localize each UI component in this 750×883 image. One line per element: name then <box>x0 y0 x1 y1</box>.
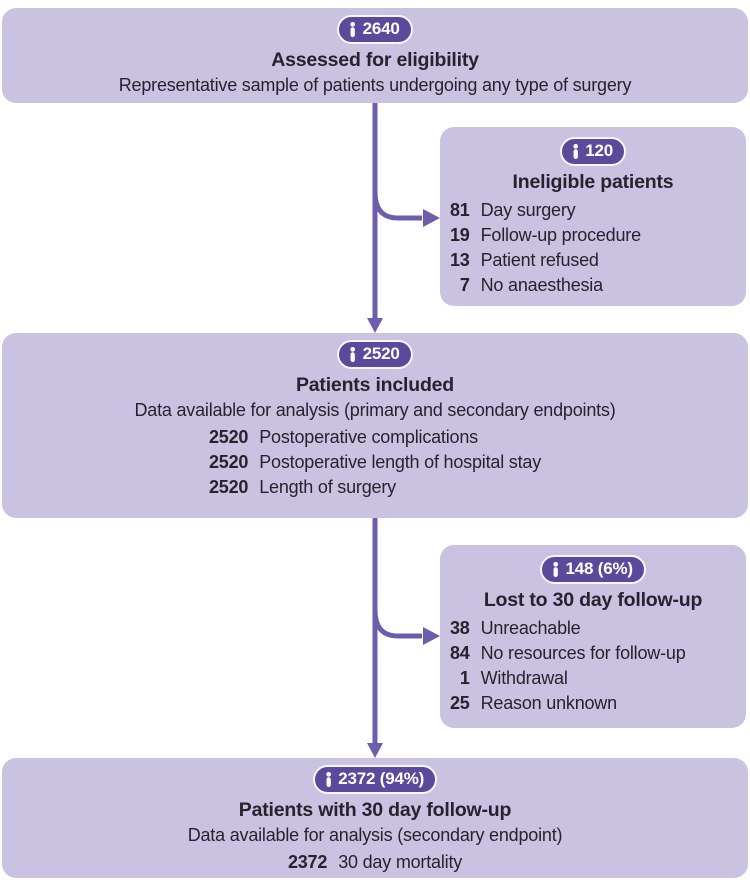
box-title: Patients with 30 day follow-up <box>238 799 512 821</box>
arrowhead-right-2 <box>423 627 440 645</box>
item-list <box>440 616 746 716</box>
item-label: Patient refused <box>480 250 599 270</box>
arrowhead-right-1 <box>423 209 440 227</box>
item-count: 19 <box>450 225 470 245</box>
item-label: Withdrawal <box>480 668 568 688</box>
box-title: Assessed for eligibility <box>271 49 479 71</box>
item-count: 1 <box>459 668 470 688</box>
item-label: Unreachable <box>480 618 581 638</box>
badge-count: 2372 (94%) <box>338 769 425 788</box>
arrowhead-down-2 <box>367 743 383 758</box>
badge-count: 120 <box>585 141 614 160</box>
box-title: Ineligible patients <box>512 171 674 193</box>
item-count: 25 <box>450 693 470 713</box>
item-count: 81 <box>450 200 470 220</box>
person-icon <box>324 772 333 787</box>
item-label: Day surgery <box>480 200 576 220</box>
item-label: Length of surgery <box>259 477 396 497</box>
person-icon <box>551 562 560 577</box>
item-count: 13 <box>450 250 470 270</box>
item-count: 7 <box>459 275 470 295</box>
badge-count: 2520 <box>362 344 400 363</box>
item-label: 30 day mortality <box>338 852 463 872</box>
item-count: 38 <box>450 618 470 638</box>
item-list <box>440 198 746 298</box>
item-label: Postoperative length of hospital stay <box>259 452 542 472</box>
box-subtitle: Representative sample of patients undergoing any type of surgery <box>118 75 632 95</box>
count-badge-assessed <box>337 15 412 44</box>
item-label: Postoperative complications <box>259 427 478 447</box>
item-count: 2520 <box>208 477 249 497</box>
item-label: No anaesthesia <box>480 275 603 295</box>
badge-count: 2640 <box>362 19 400 38</box>
box-title: Lost to 30 day follow-up <box>483 589 703 611</box>
box-assessed <box>2 8 748 103</box>
count-badge-ineligible <box>560 137 626 166</box>
item-label: Follow-up procedure <box>480 225 641 245</box>
arrow-branch-ineligible <box>375 192 422 218</box>
box-ineligible <box>440 127 746 306</box>
person-icon <box>571 144 580 159</box>
box-subtitle: Data available for analysis (primary and secondary endpoints) <box>134 400 616 420</box>
box-title: Patients included <box>295 374 455 396</box>
count-badge-lost <box>540 555 646 584</box>
count-badge-included <box>337 340 412 369</box>
item-count: 2520 <box>208 427 249 447</box>
arrow-branch-lost <box>375 610 422 636</box>
count-badge-followup <box>313 765 437 794</box>
arrowhead-down-1 <box>367 318 383 333</box>
item-label: Reason unknown <box>480 693 617 713</box>
box-followup <box>2 758 748 878</box>
item-count: 2520 <box>208 452 249 472</box>
item-list <box>288 850 462 875</box>
item-count: 2372 <box>287 852 328 872</box>
item-count: 84 <box>450 643 470 663</box>
box-included <box>2 333 748 518</box>
person-icon <box>348 347 357 362</box>
item-label: No resources for follow-up <box>480 643 686 663</box>
box-lost-to-followup <box>440 545 746 728</box>
badge-count: 148 (6%) <box>565 559 633 578</box>
item-list <box>209 425 541 500</box>
box-subtitle: Data available for analysis (secondary endpoint) <box>187 825 563 845</box>
person-icon <box>348 22 357 37</box>
